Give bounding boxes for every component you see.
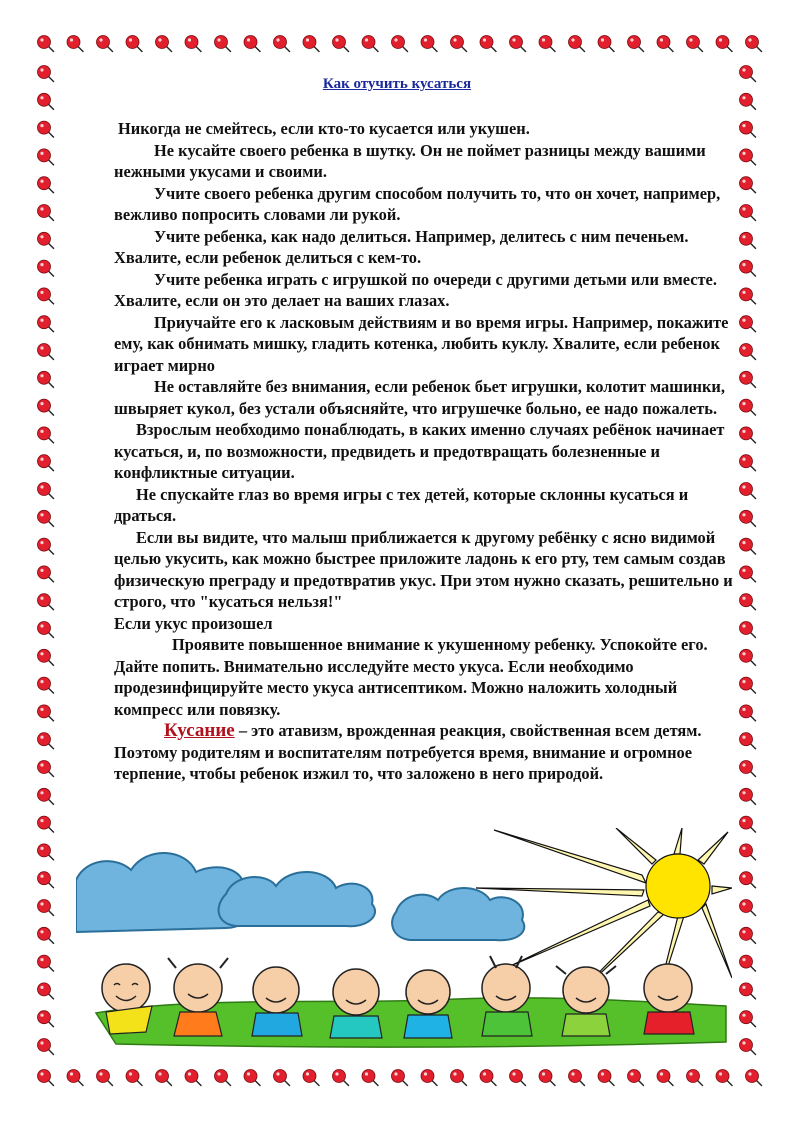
- lollipop-icon: [480, 1070, 496, 1086]
- cloud-right: [392, 888, 524, 940]
- lollipop-icon: [38, 900, 54, 916]
- lollipop-icon: [38, 399, 54, 415]
- lollipop-icon: [628, 1070, 644, 1086]
- lollipop-icon: [598, 1070, 614, 1086]
- paragraph: Если вы видите, что малыш приближается к другому ребёнку с ясно видимой целью укусить, как можно быстрее приложите ладонь к его рту, тем самым создав физическую преграду и предотвратив укус. При этом нужно сказать, решительно и строго, что "кусаться нельзя!": [114, 527, 733, 611]
- lollipop-icon: [628, 36, 644, 52]
- lollipop-icon: [569, 36, 585, 52]
- lollipop-icon: [740, 761, 756, 777]
- lollipop-icon: [510, 36, 526, 52]
- paragraph: Не кусайте своего ребенка в шутку. Он не поймет разницы между вашими нежными укусами и своими.: [114, 140, 706, 181]
- paragraph: Не оставляйте без внимания, если ребенок бьет игрушки, колотит машинки, швыряет кукол, без устали объясняйте, что игрушечке больно, ее надо пожалеть.: [114, 377, 725, 418]
- lollipop-icon: [392, 1070, 408, 1086]
- lollipop-icon: [38, 36, 54, 52]
- lollipop-icon: [657, 36, 673, 52]
- lollipop-icon: [38, 705, 54, 721]
- lollipop-icon: [569, 1070, 585, 1086]
- lollipop-icon: [740, 344, 756, 360]
- lollipop-icon: [740, 927, 756, 943]
- lollipop-icon: [303, 36, 319, 52]
- lollipop-icon: [38, 427, 54, 443]
- lollipop-icon: [740, 316, 756, 332]
- lollipop-icon: [244, 1070, 260, 1086]
- article-body: [114, 118, 740, 785]
- child-7: [556, 966, 616, 1036]
- lollipop-icon: [38, 288, 54, 304]
- lollipop-icon: [97, 36, 113, 52]
- lollipop-icon: [38, 205, 54, 221]
- lollipop-icon: [38, 816, 54, 832]
- lollipop-icon: [740, 455, 756, 471]
- term-highlight: Кусание: [164, 720, 235, 741]
- lollipop-icon: [38, 483, 54, 499]
- lollipop-icon: [740, 705, 756, 721]
- lollipop-icon: [740, 594, 756, 610]
- paragraph: Если укус произошел: [114, 613, 273, 633]
- lollipop-icon: [451, 36, 467, 52]
- lollipop-icon: [38, 677, 54, 693]
- lollipop-icon: [215, 1070, 231, 1086]
- lollipop-icon: [740, 983, 756, 999]
- lollipop-icon: [740, 121, 756, 137]
- lollipop-icon: [38, 872, 54, 888]
- lollipop-icon: [740, 177, 756, 193]
- lollipop-icon: [740, 955, 756, 971]
- page-title: Как отучить кусаться: [322, 76, 472, 92]
- lollipop-icon: [38, 955, 54, 971]
- lollipop-icon: [539, 36, 555, 52]
- child-8: [644, 964, 694, 1034]
- lollipop-icon: [215, 36, 231, 52]
- lollipop-icon: [740, 232, 756, 248]
- lollipop-icon: [746, 36, 762, 52]
- lollipop-icon: [38, 761, 54, 777]
- child-5: [404, 970, 452, 1038]
- lollipop-icon: [740, 872, 756, 888]
- lollipop-icon: [185, 1070, 201, 1086]
- child-1: [102, 964, 152, 1034]
- lollipop-icon: [274, 1070, 290, 1086]
- lollipop-icon: [740, 788, 756, 804]
- lollipop-icon: [38, 538, 54, 554]
- lollipop-icon: [38, 121, 54, 137]
- lollipop-icon: [38, 594, 54, 610]
- lollipop-icon: [362, 36, 378, 52]
- lollipop-icon: [38, 371, 54, 387]
- lollipop-icon: [740, 566, 756, 582]
- lollipop-icon: [451, 1070, 467, 1086]
- lollipop-icon: [38, 844, 54, 860]
- child-3: [252, 967, 302, 1036]
- lollipop-icon: [740, 1039, 756, 1055]
- lollipop-icon: [38, 622, 54, 638]
- child-2: [168, 958, 228, 1036]
- paragraph: Не спускайте глаз во время игры с тех детей, которые склонны кусаться и драться.: [114, 484, 689, 525]
- lollipop-icon: [38, 344, 54, 360]
- lollipop-icon: [740, 427, 756, 443]
- lollipop-icon: [740, 844, 756, 860]
- lollipop-icon: [67, 36, 83, 52]
- lollipop-icon: [687, 1070, 703, 1086]
- lollipop-icon: [740, 622, 756, 638]
- paragraph: Учите ребенка, как надо делиться. Например, делитесь с ним печеньем. Хвалите, если ребенок делиться с кем-то.: [114, 226, 689, 267]
- lollipop-icon: [38, 1070, 54, 1086]
- lollipop-icon: [740, 510, 756, 526]
- lollipop-icon: [38, 232, 54, 248]
- term-definition: – это атавизм, врожденная реакция, свойственная всем детям. Поэтому родителям и воспитателям потребуется время, внимание и огромное терпение, чтобы ребенок изжил то, что заложено в него природой.: [114, 721, 702, 783]
- lollipop-icon: [38, 455, 54, 471]
- lollipop-icon: [38, 927, 54, 943]
- lollipop-icon: [716, 1070, 732, 1086]
- lollipop-icon: [740, 371, 756, 387]
- lollipop-icon: [244, 36, 260, 52]
- lollipop-icon: [740, 538, 756, 554]
- lollipop-icon: [185, 36, 201, 52]
- lollipop-icon: [156, 1070, 172, 1086]
- lollipop-icon: [362, 1070, 378, 1086]
- lollipop-icon: [38, 733, 54, 749]
- lollipop-icon: [38, 983, 54, 999]
- lollipop-icon: [38, 788, 54, 804]
- lollipop-icon: [126, 1070, 142, 1086]
- illustration-sun-clouds-children: [76, 828, 732, 1050]
- lollipop-icon: [38, 260, 54, 276]
- lollipop-icon: [274, 36, 290, 52]
- paragraph: Взрослым необходимо понаблюдать, в каких именно случаях ребёнок начинает кусаться, и, по возможности, предвидеть и предотвращать болезненные и конфликтные ситуации.: [114, 420, 725, 482]
- lollipop-icon: [657, 1070, 673, 1086]
- lollipop-icon: [67, 1070, 83, 1086]
- lollipop-icon: [38, 93, 54, 109]
- lollipop-icon: [38, 316, 54, 332]
- lollipop-icon: [303, 1070, 319, 1086]
- final-paragraph: [114, 720, 740, 785]
- lollipop-icon: [392, 36, 408, 52]
- lollipop-icon: [740, 677, 756, 693]
- lollipop-icon: [740, 205, 756, 221]
- lollipop-icon: [598, 36, 614, 52]
- lollipop-icon: [740, 149, 756, 165]
- lollipop-icon: [38, 1011, 54, 1027]
- lollipop-icon: [740, 1011, 756, 1027]
- lollipop-icon: [38, 649, 54, 665]
- lollipop-icon: [421, 1070, 437, 1086]
- lollipop-icon: [480, 36, 496, 52]
- lollipop-icon: [510, 1070, 526, 1086]
- paragraph: Учите ребенка играть с игрушкой по очереди с другими детьми или вместе. Хвалите, если он это делает на ваших глазах.: [114, 269, 717, 310]
- lollipop-icon: [333, 36, 349, 52]
- child-4: [330, 969, 382, 1038]
- cloud-middle: [219, 872, 375, 926]
- paragraph: Приучайте его к ласковым действиям и во время игры. Например, покажите ему, как обнимать мишку, гладить котенка, любить куклу. Хвалите, если ребенок играет мирно: [114, 312, 729, 375]
- lollipop-icon: [740, 288, 756, 304]
- lollipop-icon: [740, 649, 756, 665]
- lollipop-icon: [38, 566, 54, 582]
- lollipop-icon: [740, 260, 756, 276]
- lollipop-icon: [126, 36, 142, 52]
- lollipop-icon: [38, 149, 54, 165]
- lollipop-icon: [539, 1070, 555, 1086]
- lollipop-icon: [156, 36, 172, 52]
- lollipop-icon: [740, 399, 756, 415]
- lollipop-icon: [740, 900, 756, 916]
- lollipop-icon: [333, 1070, 349, 1086]
- lollipop-icon: [38, 177, 54, 193]
- paragraph: Проявите повышенное внимание к укушенному ребенку. Успокойте его. Дайте попить. Внимательно исследуйте место укуса. Если необходимо продезинфицируйте место укуса антисептиком. Можно наложить холодный компресс или повязку.: [114, 635, 708, 719]
- paragraph: Никогда не смейтесь, если кто-то кусается или укушен.: [118, 119, 530, 138]
- lollipop-icon: [97, 1070, 113, 1086]
- lollipop-icon: [421, 36, 437, 52]
- lollipop-icon: [716, 36, 732, 52]
- paragraph: Учите своего ребенка другим способом получить то, что он хочет, например, вежливо попросить словами ли рукой.: [114, 183, 721, 224]
- lollipop-icon: [38, 1039, 54, 1055]
- lollipop-icon: [38, 510, 54, 526]
- lollipop-icon: [740, 93, 756, 109]
- lollipop-icon: [740, 733, 756, 749]
- lollipop-icon: [740, 816, 756, 832]
- lollipop-icon: [746, 1070, 762, 1086]
- lollipop-icon: [687, 36, 703, 52]
- lollipop-icon: [740, 483, 756, 499]
- child-6: [482, 956, 532, 1036]
